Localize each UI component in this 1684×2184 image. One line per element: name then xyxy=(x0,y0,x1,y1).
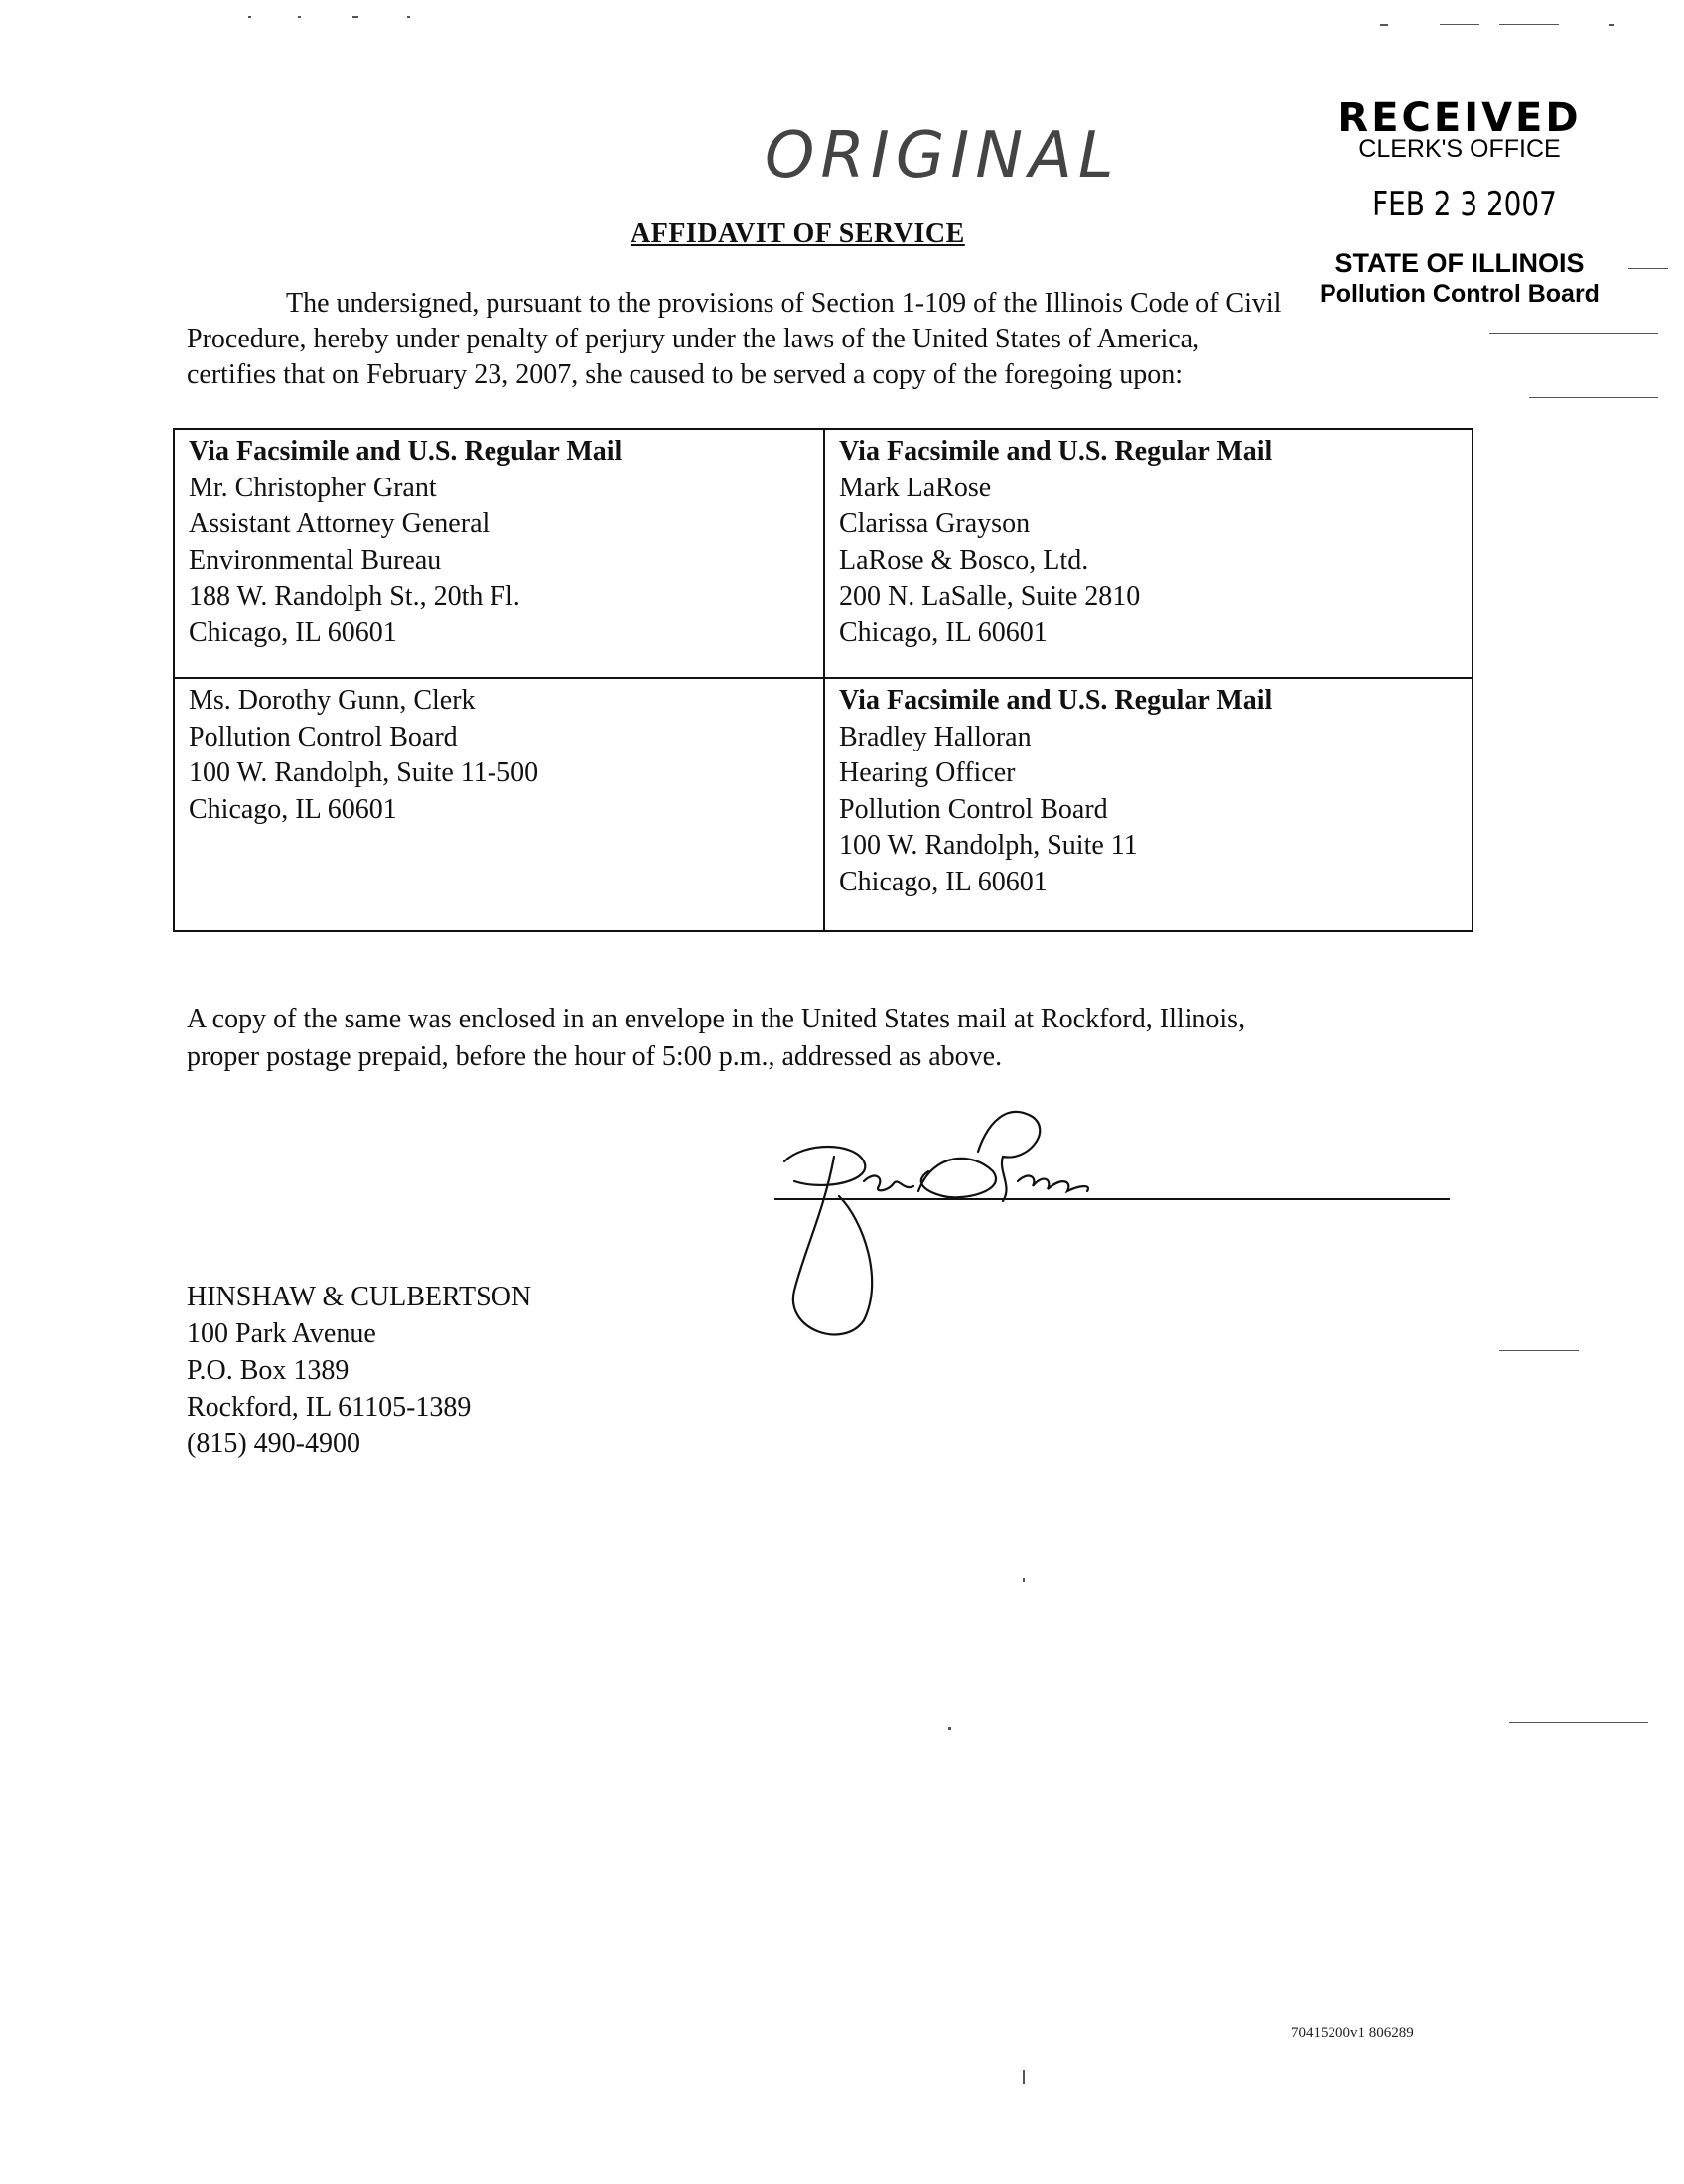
document-title: AFFIDAVIT OF SERVICE xyxy=(631,218,965,249)
address-line: Chicago, IL 60601 xyxy=(189,793,397,825)
closing-paragraph xyxy=(187,1001,1477,1076)
intro-line-2: Procedure, hereby under penalty of perjury under the laws of the United States of America, xyxy=(187,324,1200,354)
address-line: Chicago, IL 60601 xyxy=(839,616,1048,648)
service-method: Via Facsimile and U.S. Regular Mail xyxy=(839,685,1273,716)
intro-line-3: certifies that on February 23, 2007, she caused to be served a copy of the foregoing upon: xyxy=(187,359,1184,390)
address-line: Pollution Control Board xyxy=(839,793,1108,825)
address-line: Environmental Bureau xyxy=(189,544,442,576)
service-list-table xyxy=(173,428,1474,932)
address-line: 100 W. Randolph, Suite 11 xyxy=(839,830,1138,861)
closing-line-1: A copy of the same was enclosed in an envelope in the United States mail at Rockford, Illinois, xyxy=(187,1004,1246,1034)
firm-address-block xyxy=(187,1279,531,1462)
address-line: Pollution Control Board xyxy=(189,721,458,752)
closing-line-2: proper postage prepaid, before the hour of 5:00 p.m., addressed as above. xyxy=(187,1041,1003,1072)
service-cell xyxy=(175,430,825,679)
service-method: Via Facsimile and U.S. Regular Mail xyxy=(189,436,623,467)
stamp-received: RECEIVED xyxy=(1337,95,1582,141)
address-line: Clarissa Grayson xyxy=(839,508,1031,539)
service-method: Via Facsimile and U.S. Regular Mail xyxy=(839,436,1273,467)
original-mark: ORIGINAL xyxy=(765,119,1120,193)
handwritten-signature xyxy=(765,1102,1182,1350)
service-cell xyxy=(175,679,825,930)
address-line: Chicago, IL 60601 xyxy=(839,866,1048,897)
service-cell xyxy=(825,430,1472,679)
stamp-clerk-office: CLERK'S OFFICE xyxy=(1358,135,1561,163)
signature-line xyxy=(774,1198,1450,1200)
address-line: Assistant Attorney General xyxy=(189,508,491,539)
firm-phone: (815) 490-4900 xyxy=(187,1429,360,1459)
intro-line-1: The undersigned, pursuant to the provisions of Section 1-109 of the Illinois Code of Civil xyxy=(286,288,1282,319)
address-line: Bradley Halloran xyxy=(839,721,1032,752)
firm-city: Rockford, IL 61105-1389 xyxy=(187,1392,472,1423)
address-line: Mr. Christopher Grant xyxy=(189,472,437,503)
stamp-date: FEB 2 3 2007 xyxy=(1372,185,1557,224)
firm-address-2: P.O. Box 1389 xyxy=(187,1355,350,1386)
address-line: Ms. Dorothy Gunn, Clerk xyxy=(189,685,476,716)
stamp-state: STATE OF ILLINOIS xyxy=(1334,248,1585,278)
stamp-board: Pollution Control Board xyxy=(1320,280,1600,308)
address-line: 188 W. Randolph St., 20th Fl. xyxy=(189,581,520,612)
address-line: LaRose & Bosco, Ltd. xyxy=(839,544,1089,576)
address-line: Hearing Officer xyxy=(839,757,1016,788)
address-line: 200 N. LaSalle, Suite 2810 xyxy=(839,581,1141,612)
service-cell xyxy=(825,679,1472,930)
address-line: Chicago, IL 60601 xyxy=(189,616,397,648)
firm-address-1: 100 Park Avenue xyxy=(187,1318,376,1349)
address-line: 100 W. Randolph, Suite 11-500 xyxy=(189,757,539,788)
intro-paragraph xyxy=(187,286,1477,393)
address-line: Mark LaRose xyxy=(839,472,992,503)
document-number: 70415200v1 806289 xyxy=(1291,2025,1414,2041)
firm-name: HINSHAW & CULBERTSON xyxy=(187,1282,532,1312)
